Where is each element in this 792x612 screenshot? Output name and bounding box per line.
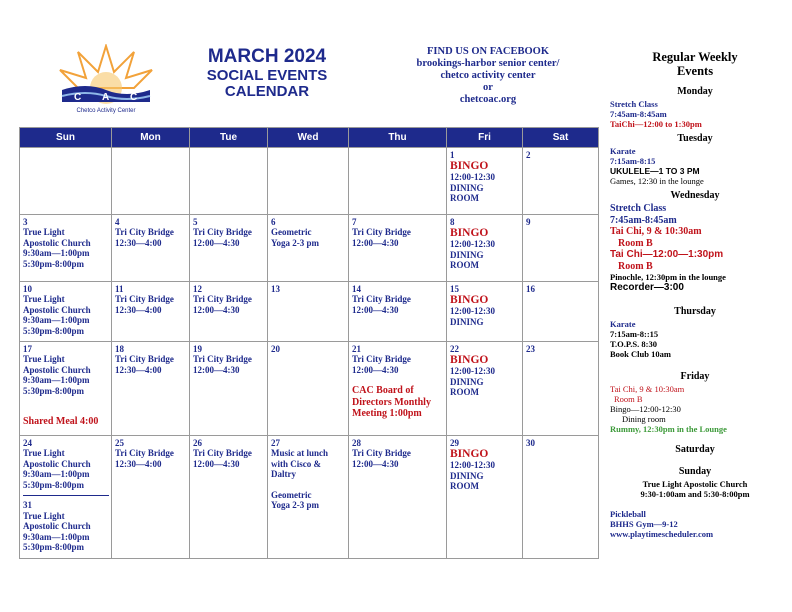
weekday-header-mon: Mon: [112, 128, 190, 148]
event-line: 12:30—4:00: [115, 458, 162, 469]
event-line: [271, 480, 345, 490]
day-number: 29: [450, 438, 459, 448]
pickleball-title: Pickleball: [610, 508, 646, 519]
wednesday-heading: Wednesday: [670, 190, 720, 201]
day-cell: [190, 436, 268, 559]
event-line: 12:00-12:30: [450, 239, 495, 249]
day-number: 1: [450, 150, 455, 160]
event-line: Music at lunch: [271, 448, 329, 458]
friday-event-1: Tai Chi, 9 & 10:30am: [610, 383, 685, 394]
day-cell: [190, 342, 268, 436]
event-line: CAC Board of: [352, 385, 414, 396]
facebook-or: or: [483, 82, 493, 93]
event-line: Apostolic Church: [23, 521, 91, 531]
event-line: 5:30pm-8:00pm: [23, 479, 84, 490]
wednesday-event-6: Room B: [618, 260, 653, 272]
tuesday-event-1: Karate: [610, 146, 636, 156]
event-line: DINING: [450, 249, 484, 260]
day-cell: [523, 282, 599, 342]
event-line: Meeting 1:00pm: [352, 408, 422, 419]
logo-letter-c2: C: [130, 92, 138, 103]
day-cell: [190, 215, 268, 282]
event-line: 9:30am—1:00pm: [23, 531, 90, 542]
event-line: 12:00—4:30: [352, 304, 399, 315]
facebook-line-2: brookings-harbor senior center/: [416, 58, 560, 69]
weekday-header-fri: Fri: [447, 128, 523, 148]
event-line: Tri City Bridge: [352, 294, 411, 304]
day-cell: [112, 148, 190, 215]
calendar-grid: [19, 127, 599, 559]
event-line: True Light: [23, 448, 65, 458]
weekday-header-row: [20, 128, 599, 148]
week-row: [20, 342, 599, 436]
sidebar-title: [610, 50, 780, 78]
day-number: 5: [193, 217, 198, 227]
event-line: 12:00-12:30: [450, 460, 495, 470]
event-line: Tri City Bridge: [193, 227, 252, 237]
day-number: 30: [526, 438, 535, 448]
logo-letter-c1: C: [74, 92, 82, 103]
tuesday-heading: Tuesday: [677, 133, 713, 144]
event-line: 12:00—4:30: [352, 237, 399, 248]
day-cell: [447, 215, 523, 282]
sunday-event-2: 9:30-1:00am and 5:30-8:00pm: [640, 488, 750, 499]
event-line: 12:00-12:30: [450, 172, 495, 182]
facebook-info: [398, 46, 578, 106]
event-line: 12:00—4:30: [193, 458, 240, 469]
event-line: Daltry: [271, 469, 296, 479]
day-number: 24: [23, 438, 32, 448]
day-number: 25: [115, 438, 124, 448]
day-cell: [523, 436, 599, 559]
bingo-label: BINGO: [450, 227, 489, 239]
event-line: DINING: [450, 376, 484, 387]
sunday-event-1: True Light Apostolic Church: [642, 478, 748, 489]
week-row: [20, 436, 599, 559]
day-cell: [112, 215, 190, 282]
event-line: 12:00—4:30: [193, 237, 240, 248]
friday-event-5: Rummy, 12:30pm in the Lounge: [610, 423, 727, 434]
day-cell: [20, 215, 112, 282]
event-line: Tri City Bridge: [193, 448, 252, 458]
month-title: MARCH 2024: [207, 46, 327, 67]
event-line: 12:00-12:30: [450, 366, 495, 376]
facebook-heading: FIND US ON FACEBOOK: [426, 46, 550, 57]
day-cell: [447, 282, 523, 342]
event-line: Tri City Bridge: [352, 448, 411, 458]
day-cell: [268, 436, 349, 559]
event-line: [23, 396, 108, 406]
day-cell: [447, 148, 523, 215]
event-line: Apostolic Church: [23, 458, 91, 469]
event-line: 12:30—4:00: [115, 364, 162, 375]
event-line: Geometric: [271, 489, 312, 500]
event-line: 9:30am—1:00pm: [23, 315, 90, 325]
day-cell: [20, 282, 112, 342]
cac-logo: [56, 44, 156, 120]
day-cell: [112, 436, 190, 559]
tuesday-event-4: Games, 12:30 in the lounge: [610, 176, 704, 186]
date-divider: [23, 490, 109, 496]
event-line: True Light: [23, 227, 65, 237]
day-number: 7: [352, 217, 357, 227]
day-cell: [268, 282, 349, 342]
event-line: 12:30—4:00: [115, 304, 162, 315]
event-line: Yoga 2-3 pm: [271, 500, 320, 510]
week-row: [20, 282, 599, 342]
day-number: 15: [450, 284, 459, 294]
day-cell: [20, 342, 112, 436]
calendar-word-title: CALENDAR: [224, 83, 310, 100]
friday-event-4: Dining room: [622, 413, 666, 424]
weekday-header-thu: Thu: [349, 128, 447, 148]
tuesday-event-3: UKULELE—1 TO 3 PM: [610, 166, 700, 176]
day-number: 19: [193, 344, 202, 354]
event-line: 12:00—4:30: [352, 458, 399, 469]
day-cell: [349, 436, 447, 559]
day-number: 18: [115, 344, 124, 354]
weekly-events-sidebar: [610, 50, 780, 539]
day-number: 20: [271, 344, 280, 354]
monday-heading: Monday: [677, 86, 713, 97]
friday-event-3: Bingo—12:00-12:30: [610, 403, 681, 414]
social-events-title: SOCIAL EVENTS: [206, 67, 328, 84]
day-number: 6: [271, 217, 276, 227]
thursday-event-3: T.O.P.S. 8:30: [610, 338, 657, 349]
event-line: 12:30—4:00: [115, 237, 162, 248]
day-number: 3: [23, 217, 28, 227]
day-cell: [268, 215, 349, 282]
facebook-line-3: chetco activity center: [440, 70, 536, 81]
pickleball-location: BHHS Gym—9-12: [610, 518, 678, 529]
wednesday-event-2: 7:45am-8:45am: [610, 214, 677, 226]
event-line: True Light: [23, 354, 65, 364]
day-cell: [20, 148, 112, 215]
event-line: 9:30am—1:00pm: [23, 248, 90, 258]
event-line: ROOM: [450, 193, 479, 203]
day-cell: [523, 148, 599, 215]
event-line: DINING: [450, 316, 484, 327]
day-cell: [190, 148, 268, 215]
monday-event-1: Stretch Class: [610, 99, 658, 109]
event-line: DINING: [450, 470, 484, 481]
event-line: [352, 375, 443, 385]
event-line: 12:00—4:30: [193, 304, 240, 315]
event-line: Tri City Bridge: [115, 294, 174, 304]
event-line: Tri City Bridge: [115, 227, 174, 237]
thursday-event-4: Book Club 10am: [610, 348, 671, 359]
event-line: 5:30pm-8:00pm: [23, 325, 84, 336]
bingo-label: BINGO: [450, 160, 489, 172]
day-number: 26: [193, 438, 202, 448]
day-cell: [20, 436, 112, 559]
day-cell: [190, 282, 268, 342]
logo-letter-a: A: [102, 92, 110, 103]
event-line: 12:00-12:30: [450, 306, 495, 316]
day-number: 9: [526, 217, 531, 227]
day-number: 8: [450, 217, 455, 227]
day-number: 22: [450, 344, 459, 354]
day-cell: [349, 282, 447, 342]
thursday-event-1: Karate: [610, 318, 636, 329]
day-cell: [268, 148, 349, 215]
day-cell: [349, 342, 447, 436]
weekday-header-tue: Tue: [190, 128, 268, 148]
event-line: True Light: [23, 510, 65, 521]
event-line: Tri City Bridge: [352, 354, 411, 364]
wednesday-event-1: Stretch Class: [610, 203, 667, 214]
calendar-body: [20, 148, 599, 559]
event-line: Directors Monthly: [352, 396, 431, 408]
wednesday-event-8: Recorder—3:00: [610, 282, 684, 293]
week-row: [20, 215, 599, 282]
day-cell: [523, 342, 599, 436]
bingo-label: BINGO: [450, 354, 489, 366]
event-line: Tri City Bridge: [115, 354, 174, 364]
calendar-title: [176, 46, 358, 100]
event-line: Tri City Bridge: [352, 227, 411, 237]
event-line: 9:30am—1:00pm: [23, 375, 90, 385]
sunday-heading: Sunday: [678, 465, 712, 477]
day-number: 28: [352, 438, 361, 448]
wednesday-event-7: Pinochle, 12:30pm in the lounge: [610, 272, 726, 282]
thursday-heading: Thursday: [674, 305, 716, 317]
day-cell: [268, 342, 349, 436]
saturday-heading: Saturday: [675, 443, 715, 455]
pickleball-website-link[interactable]: www.playtimescheduler.com: [610, 528, 714, 539]
day-cell: [523, 215, 599, 282]
event-line: 31: [23, 500, 32, 510]
day-number: 17: [23, 344, 32, 354]
event-line: 12:00—4:30: [352, 364, 399, 375]
weekday-header-wed: Wed: [268, 128, 349, 148]
event-line: 12:00—4:30: [193, 364, 240, 375]
event-line: Tri City Bridge: [193, 354, 252, 364]
event-line: Apostolic Church: [23, 304, 91, 315]
event-line: True Light: [23, 294, 65, 304]
event-line: DINING: [450, 182, 484, 193]
wednesday-event-4: Room B: [618, 237, 653, 249]
event-line: ROOM: [450, 481, 479, 491]
website-link[interactable]: chetcoac.org: [459, 94, 517, 105]
friday-event-2: Room B: [614, 393, 643, 404]
bingo-label: BINGO: [450, 294, 489, 306]
wednesday-event-3: Tai Chi, 9 & 10:30am: [610, 226, 702, 237]
day-number: 12: [193, 284, 202, 294]
day-number: 16: [526, 284, 535, 294]
day-number: 13: [271, 284, 280, 294]
event-line: Tri City Bridge: [115, 448, 174, 458]
day-number: 14: [352, 284, 361, 294]
event-line: Shared Meal 4:00: [23, 416, 99, 427]
event-line: Apostolic Church: [23, 364, 91, 375]
event-line: Geometric: [271, 227, 312, 237]
day-cell: [349, 215, 447, 282]
friday-heading: Friday: [680, 370, 710, 382]
event-line: [23, 406, 108, 416]
sidebar-title-line2: Events: [676, 64, 714, 78]
event-line: with Cisco &: [271, 458, 321, 469]
day-number: 11: [115, 284, 124, 294]
monday-event-2: 7:45am-8:45am: [610, 109, 667, 119]
day-number: 4: [115, 217, 120, 227]
event-line: Yoga 2-3 pm: [271, 237, 320, 248]
event-line: 9:30am—1:00pm: [23, 469, 90, 479]
day-number: 23: [526, 344, 535, 354]
bingo-label: BINGO: [450, 448, 489, 460]
event-line: Apostolic Church: [23, 237, 91, 248]
thursday-event-2: 7:15am-8::15: [610, 328, 659, 339]
day-number: 21: [352, 344, 361, 354]
weekday-header-sat: Sat: [523, 128, 599, 148]
wednesday-event-5: Tai Chi—12:00—1:30pm: [610, 249, 724, 260]
week-row: [20, 148, 599, 215]
day-cell: [447, 436, 523, 559]
monday-event-3: TaiChi—12:00 to 1:30pm: [610, 119, 702, 129]
tuesday-event-2: 7:15am-8:15: [610, 156, 656, 166]
event-line: Tri City Bridge: [193, 294, 252, 304]
event-line: ROOM: [450, 260, 479, 270]
day-number: 10: [23, 284, 32, 294]
day-cell: [447, 342, 523, 436]
event-line: 5:30pm-8:00pm: [23, 258, 84, 269]
day-number: 27: [271, 438, 280, 448]
event-line: 5:30pm-8:00pm: [23, 385, 84, 396]
day-cell: [112, 282, 190, 342]
event-line: 5:30pm-8:00pm: [23, 542, 84, 552]
day-cell: [112, 342, 190, 436]
weekday-header-sun: Sun: [20, 128, 112, 148]
logo-caption: Chetco Activity Center: [76, 108, 136, 114]
sidebar-title-line1: Regular Weekly: [652, 50, 738, 64]
day-cell: [349, 148, 447, 215]
day-number: 2: [526, 150, 531, 160]
event-line: ROOM: [450, 387, 479, 397]
